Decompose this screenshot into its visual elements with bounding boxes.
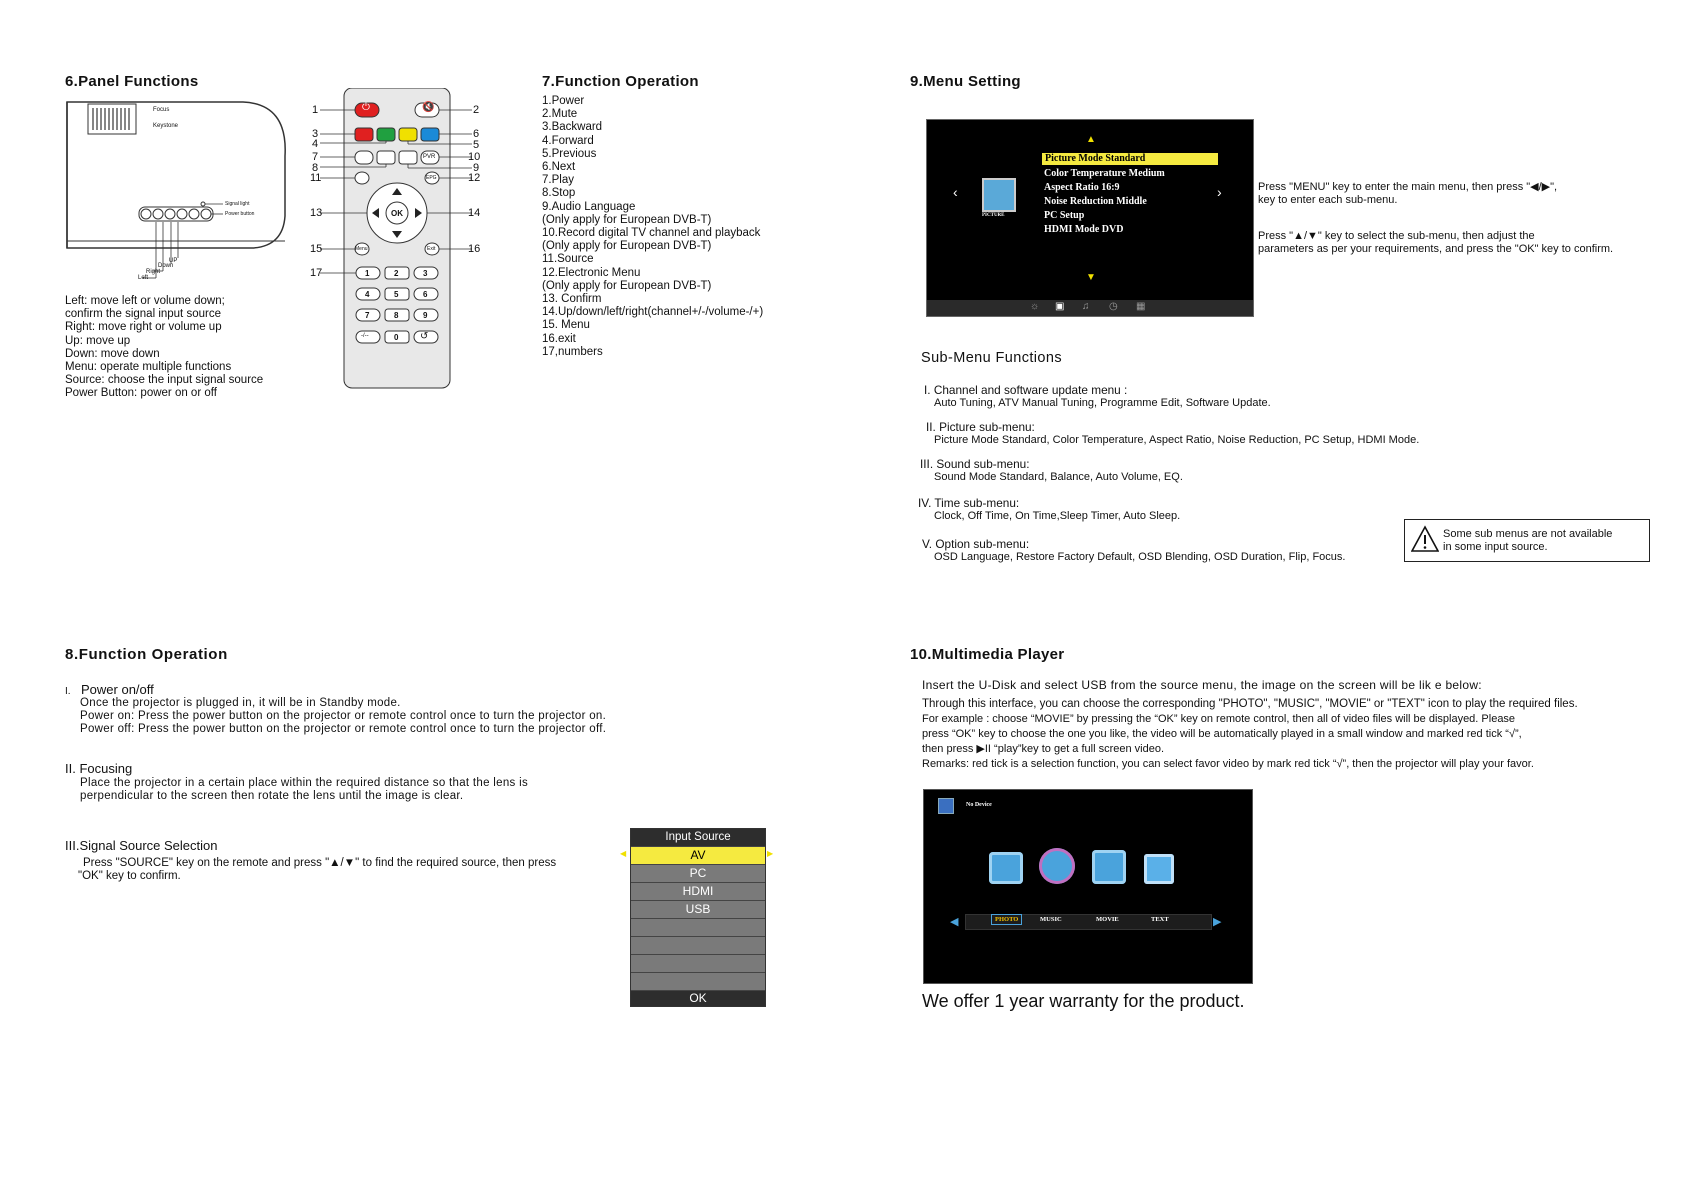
signal-line: Press "SOURCE" key on the remote and press "▲/▼" to find the required source, then press — [83, 857, 557, 869]
return-key-icon: ↺ — [420, 331, 429, 342]
callout-7: 7 — [312, 151, 319, 163]
key-4: 4 — [365, 290, 370, 299]
picture-tab-icon[interactable]: ▣ — [1055, 301, 1065, 312]
submenu-items: Clock, Off Time, On Time,Sleep Timer, Auto Sleep. — [934, 510, 1181, 522]
instruction-line: Press "MENU" key to enter the main menu, then press "◀/▶", — [1258, 181, 1558, 193]
panel-desc-line: Left: move left or volume down; — [65, 295, 225, 307]
key-8: 8 — [394, 311, 399, 320]
list-item: 8.Stop — [542, 187, 576, 200]
submenu-items: Sound Mode Standard, Balance, Auto Volume, EQ. — [934, 471, 1183, 483]
remote-control-diagram — [310, 88, 490, 393]
list-item: 2.Mute — [542, 108, 578, 121]
text-icon[interactable] — [1144, 854, 1174, 884]
callout-8: 8 — [312, 162, 319, 174]
key-7: 7 — [365, 311, 370, 320]
power-key-icon: ⏻ — [362, 102, 370, 113]
warranty-text: We offer 1 year warranty for the product. — [922, 991, 1245, 1011]
list-item: 10.Record digital TV channel and playback — [542, 227, 761, 240]
submenu-items: Auto Tuning, ATV Manual Tuning, Programme Edit, Software Update. — [934, 397, 1271, 409]
callout-4: 4 — [312, 138, 319, 150]
multimedia-line: press “OK” key to choose the one you like, the video will be automatically played in a small window and marked red tick “√”, — [922, 728, 1522, 740]
instruction-line: key to enter each sub-menu. — [1258, 194, 1398, 207]
key-6: 6 — [423, 290, 428, 299]
list-item: (Only apply for European DVB-T) — [542, 279, 712, 292]
menu-right-arrow-icon: › — [1217, 184, 1222, 200]
right-label: Right — [146, 269, 161, 275]
signal-line: "OK" key to confirm. — [78, 870, 181, 883]
list-item: 6.Next — [542, 161, 576, 174]
key-1: 1 — [365, 269, 370, 278]
list-item: 14.Up/down/left/right(channel+/-/volume-/+) — [542, 306, 764, 319]
multimedia-line: Through this interface, you can choose the corresponding "PHOTO", "MUSIC", "MOVIE" or "TEXT" icon to play the required files. — [922, 698, 1578, 710]
no-device-status: No Device — [966, 802, 992, 808]
left-label: Left — [138, 275, 149, 281]
channel-tab-icon[interactable]: ☼ — [1030, 301, 1040, 312]
ok-key-label: OK — [391, 209, 403, 218]
key-5: 5 — [394, 290, 399, 299]
list-item: 13. Confirm — [542, 293, 602, 306]
list-item: 11.Source — [542, 253, 594, 266]
input-option-empty — [631, 954, 765, 972]
menu-up-arrow-icon: ▲ — [1086, 134, 1096, 145]
warning-icon — [1411, 525, 1439, 553]
multimedia-line: Remarks: red tick is a selection function, you can select favor video by mark red tick “√”, then the projector will play your favor. — [922, 758, 1534, 770]
projector-panel-diagram — [63, 96, 303, 286]
sound-tab-icon[interactable]: ♫ — [1082, 301, 1090, 312]
input-left-arrow-icon: ◀ — [620, 849, 627, 858]
input-option-empty — [631, 918, 765, 936]
input-option-empty — [631, 972, 765, 990]
submenu-block — [922, 420, 1419, 446]
key-2: 2 — [394, 269, 399, 278]
menu-setting-title: 9.Menu Setting — [910, 73, 1021, 90]
list-item: 3.Backward — [542, 121, 603, 134]
callout-14: 14 — [468, 207, 481, 219]
menu-instructions-2 — [1258, 230, 1613, 256]
list-item: 7.Play — [542, 174, 574, 187]
panel-desc-line: confirm the signal input source — [65, 308, 221, 321]
callout-13: 13 — [310, 207, 323, 219]
menu-down-arrow-icon: ▼ — [1086, 272, 1096, 283]
media-tab-text[interactable]: TEXT — [1151, 916, 1169, 923]
list-item: 17,numbers — [542, 345, 603, 358]
list-item: 4.Forward — [542, 134, 594, 147]
power-button-label: Power button — [225, 211, 255, 217]
submenu-heading: I. Channel and software update menu : — [924, 383, 1128, 397]
input-option[interactable]: USB — [631, 900, 765, 918]
warning-box — [1404, 519, 1650, 562]
signal-heading: III.Signal Source Selection — [65, 838, 218, 853]
input-source-title: Input Source — [631, 829, 765, 846]
power-heading: Power on/off — [81, 682, 154, 697]
usb-icon — [938, 798, 954, 814]
multimedia-lines — [922, 697, 1578, 772]
panel-descriptions — [65, 295, 263, 401]
panel-desc-line: Menu: operate multiple functions — [65, 361, 232, 374]
power-roman: I. — [65, 686, 71, 697]
key-0: 0 — [394, 333, 399, 342]
mute-key-icon: 🔇 — [422, 102, 435, 113]
menu-item[interactable]: Noise Reduction Middle — [1044, 196, 1147, 207]
key-dash: -/-- — [361, 333, 369, 339]
callout-1: 1 — [312, 104, 319, 116]
callout-10: 10 — [468, 151, 481, 163]
callout-15: 15 — [310, 243, 323, 255]
key-3: 3 — [423, 269, 428, 278]
exit-key-label: Exit — [427, 246, 436, 252]
list-item: 9.Audio Language — [542, 200, 636, 213]
menu-item[interactable]: Color Temperature Medium — [1044, 168, 1165, 179]
music-icon[interactable] — [1039, 848, 1075, 884]
list-item: 12.Electronic Menu — [542, 266, 641, 279]
submenu-block — [922, 537, 1345, 563]
submenu-title: Sub-Menu Functions — [921, 350, 1062, 366]
focus-line: perpendicular to the screen then rotate the lens until the image is clear. — [80, 790, 464, 803]
menu-left-arrow-icon: ‹ — [953, 184, 958, 200]
input-option-empty — [631, 936, 765, 954]
down-label: Down — [158, 263, 174, 269]
submenu-items: OSD Language, Restore Factory Default, OSD Blending, OSD Duration, Flip, Focus. — [934, 551, 1346, 563]
multimedia-line: then press ▶II “play”key to get a full screen video. — [922, 743, 1165, 755]
focus-lines — [80, 777, 528, 803]
function-operation-8-title: 8.Function Operation — [65, 646, 228, 663]
key-9: 9 — [423, 311, 428, 320]
panel-desc-line: Down: move down — [65, 347, 160, 360]
warning-line: Some sub menus are not available — [1443, 528, 1613, 540]
media-tab-photo[interactable]: PHOTO — [991, 914, 1022, 925]
instruction-line: Press "▲/▼" key to select the sub-menu, then adjust the — [1258, 230, 1535, 242]
submenu-block — [920, 457, 1183, 483]
input-option[interactable]: HDMI — [631, 882, 765, 900]
input-option-selected[interactable]: AV — [631, 846, 765, 864]
tab-left-arrow-icon[interactable]: ◀ — [950, 916, 959, 928]
keystone-label: Keystone — [153, 123, 179, 129]
warning-line: in some input source. — [1443, 541, 1548, 553]
callout-3: 3 — [312, 128, 319, 140]
input-source-panel — [630, 828, 766, 1007]
input-option[interactable]: PC — [631, 864, 765, 882]
input-right-arrow-icon: ▶ — [767, 849, 774, 858]
callout-2: 2 — [473, 104, 480, 116]
media-tab-movie[interactable]: MOVIE — [1096, 916, 1119, 923]
power-line: Power off: Press the power button on the projector or remote control once to turn the projector off. — [80, 723, 607, 736]
callout-9: 9 — [473, 162, 480, 174]
picture-icon — [982, 178, 1016, 212]
callout-12: 12 — [468, 172, 481, 184]
list-item: (Only apply for European DVB-T) — [542, 240, 712, 253]
submenu-block — [918, 496, 1180, 522]
submenu-heading: II. Picture sub-menu: — [926, 420, 1035, 434]
menu-item[interactable]: PC Setup — [1044, 210, 1085, 221]
list-item: 15. Menu — [542, 319, 590, 332]
callout-17: 17 — [310, 267, 323, 279]
panel-desc-line: Up: move up — [65, 334, 131, 347]
signal-light-label: Signal light — [225, 201, 250, 207]
callout-5: 5 — [473, 139, 480, 151]
callout-16: 16 — [468, 243, 481, 255]
submenu-heading: IV. Time sub-menu: — [918, 496, 1020, 510]
up-label: UP — [169, 258, 178, 264]
panel-desc-line: Right: move right or volume up — [65, 321, 222, 334]
function-7-list — [542, 95, 763, 359]
input-source-ok[interactable]: OK — [631, 990, 765, 1006]
pvr-key-label: PVR — [423, 154, 436, 160]
submenu-heading: III. Sound sub-menu: — [920, 457, 1030, 471]
submenu-items: Picture Mode Standard, Color Temperature, Aspect Ratio, Noise Reduction, PC Setup, HDMI Mode. — [934, 434, 1420, 446]
list-item: 16.exit — [542, 332, 576, 345]
callout-6: 6 — [473, 128, 480, 140]
menu-key-label: Menu — [355, 246, 368, 252]
movie-icon[interactable] — [1092, 850, 1126, 884]
signal-lines — [78, 857, 556, 883]
submenu-heading: V. Option sub-menu: — [922, 537, 1030, 551]
panel-desc-line: Source: choose the input signal source — [65, 374, 264, 387]
power-lines — [80, 697, 606, 737]
menu-item[interactable]: HDMI Mode DVD — [1044, 224, 1124, 235]
instruction-line: parameters as per your requirements, and press the "OK" key to confirm. — [1258, 243, 1614, 256]
focus-heading: II. Focusing — [65, 761, 133, 776]
epg-key-label: EPG — [426, 175, 437, 181]
time-tab-icon[interactable]: ◷ — [1109, 301, 1118, 312]
option-tab-icon[interactable]: ▦ — [1136, 301, 1146, 312]
list-item: (Only apply for European DVB-T) — [542, 213, 712, 226]
panel-functions-title: 6.Panel Functions — [65, 73, 199, 90]
picture-icon-label: PICTURE — [982, 213, 1005, 218]
media-tab-music[interactable]: MUSIC — [1040, 916, 1062, 923]
menu-screen — [926, 119, 1254, 317]
callout-11: 11 — [310, 172, 322, 184]
photo-icon[interactable] — [989, 852, 1023, 884]
power-line: Once the projector is plugged in, it will be in Standby mode. — [80, 697, 401, 709]
list-item: 5.Previous — [542, 147, 597, 160]
multimedia-player-title: 10.Multimedia Player — [910, 646, 1065, 663]
panel-desc-line: Power Button: power on or off — [65, 387, 217, 400]
list-item: 1.Power — [542, 95, 585, 107]
power-line: Power on: Press the power button on the projector or remote control once to turn the projector on. — [80, 710, 607, 723]
function-operation-7-title: 7.Function Operation — [542, 73, 699, 90]
menu-bottom-bar — [927, 300, 1253, 316]
menu-instructions-1 — [1258, 181, 1557, 207]
tab-right-arrow-icon[interactable]: ▶ — [1213, 916, 1222, 928]
menu-item[interactable]: Aspect Ratio 16:9 — [1044, 182, 1120, 193]
multimedia-screen — [923, 789, 1253, 984]
menu-item-selected[interactable]: Picture Mode Standard — [1042, 153, 1218, 165]
focus-line: Place the projector in a certain place within the required distance so that the lens is — [80, 777, 529, 789]
submenu-block — [924, 383, 1271, 409]
multimedia-intro: Insert the U-Disk and select USB from the source menu, the image on the screen will be lik e below: — [922, 678, 1482, 692]
multimedia-line: For example : choose “MOVIE” by pressing the “OK” key on remote control, then all of video files will be displayed. Please — [922, 713, 1516, 725]
focus-label: Focus — [153, 107, 170, 113]
